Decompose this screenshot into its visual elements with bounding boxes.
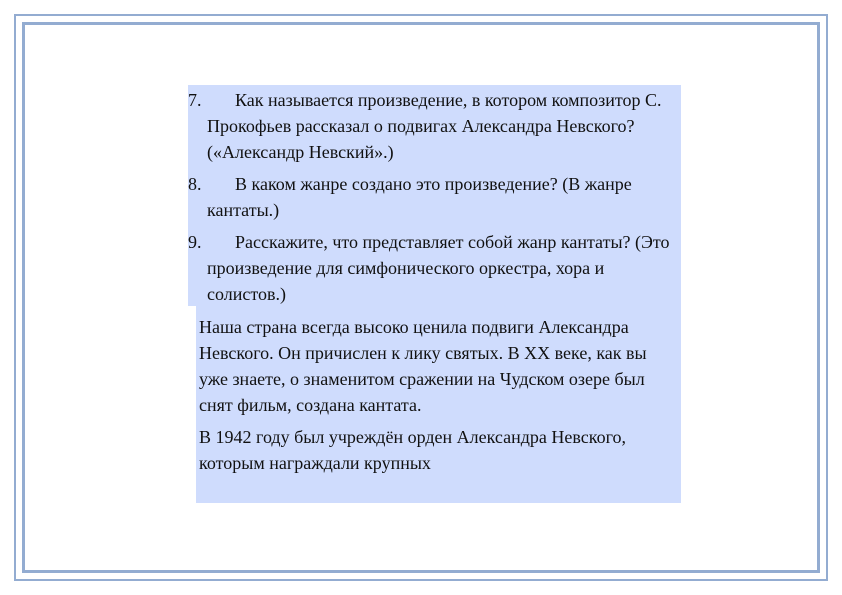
story-paragraph: В 1942 году был учреждён орден Александра Невского, которым награждали крупных: [199, 427, 626, 473]
story-paragraph: Наша страна всегда высоко ценила подвиги Александра Невского. Он причислен к лику святых. В XX веке, как вы уже знаете, о знаменитом сражении на Чудском озере был снят фильм, создана кантата.: [199, 317, 647, 415]
question-text: Расскажите, что представляет собой жанр кантаты? (Это произведение для симфонического оркестра, хора и солистов.): [207, 232, 670, 304]
story-block: [196, 306, 681, 503]
question-item: [188, 87, 675, 165]
question-number: 9.: [188, 232, 202, 252]
question-number: 7.: [188, 90, 202, 110]
questions-block: [188, 85, 681, 306]
question-item: [188, 171, 675, 223]
question-number: 8.: [188, 174, 202, 194]
question-item: [188, 229, 675, 307]
question-text: Как называется произведение, в котором композитор С. Прокофьев рассказал о подвигах Александра Невского? («Александр Невский».): [207, 90, 662, 162]
question-text: В каком жанре создано это произведение? (В жанре кантаты.): [207, 174, 632, 220]
